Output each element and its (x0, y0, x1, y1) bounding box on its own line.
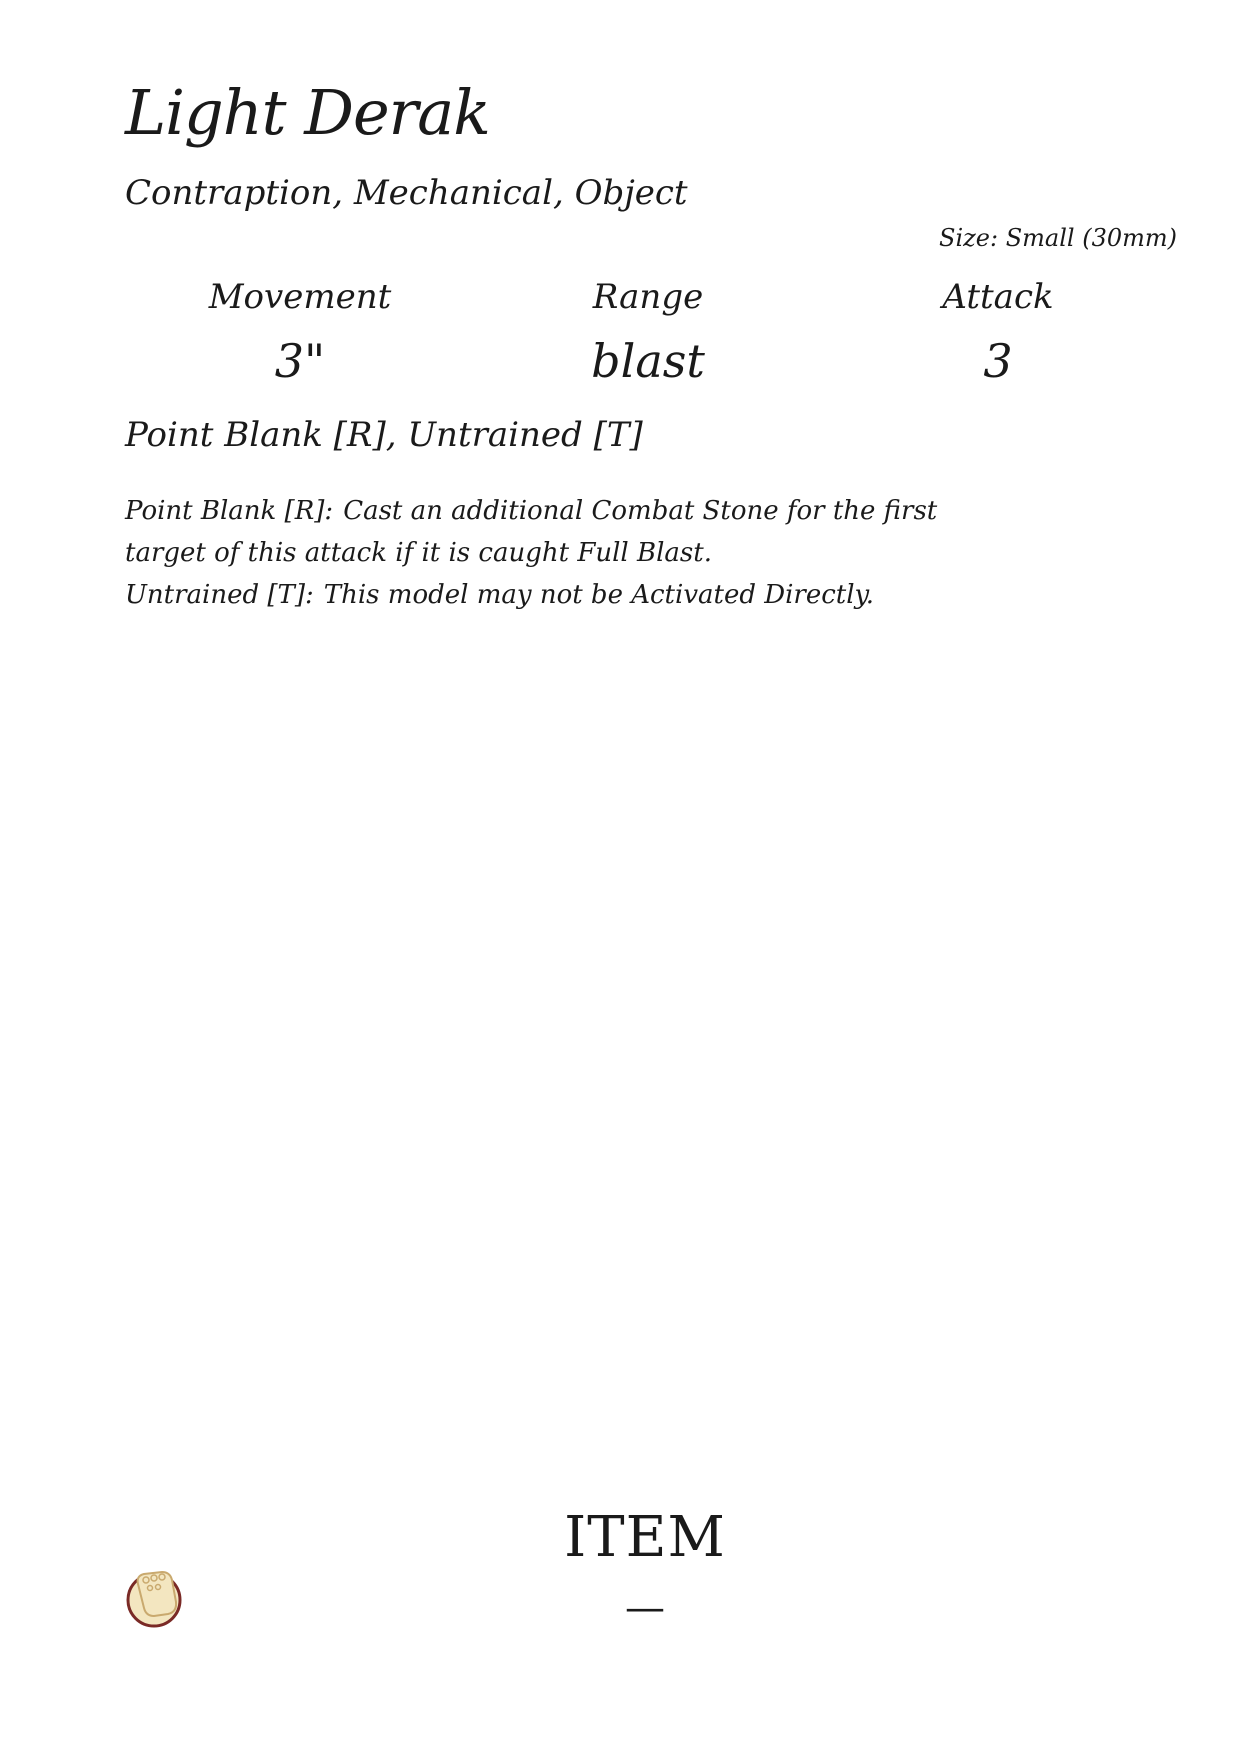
rule-name: Point Blank [R]: (125, 496, 334, 526)
traits-line: Point Blank [R], Untrained [T] (125, 415, 643, 455)
rule-text: Cast an additional Combat Stone for the first target of this attack if it is caught Full Blast. (125, 496, 938, 568)
category-dash: — (625, 1585, 665, 1631)
movement-stat (170, 277, 430, 388)
keywords: Contraption, Mechanical, Object (125, 173, 688, 213)
movement-value: 3" (274, 334, 326, 388)
category-label: ITEM (564, 1505, 726, 1570)
attack-stat (868, 277, 1128, 388)
range-value: blast (591, 334, 705, 388)
attack-value: 3 (983, 334, 1013, 388)
rules-text (125, 490, 1025, 616)
attack-label: Attack (942, 277, 1054, 317)
range-stat (518, 277, 778, 388)
stats-row (125, 277, 1130, 400)
rule-text: This model may not be Activated Directly. (323, 580, 875, 610)
rule-name: Untrained [T]: (125, 580, 314, 610)
card-title: Light Derak (125, 76, 490, 149)
movement-label: Movement (208, 277, 392, 317)
size-label: Size: Small (30mm) (939, 224, 1177, 252)
rule-point-blank (125, 490, 1025, 574)
rule-untrained (125, 574, 1025, 616)
range-label: Range (592, 277, 704, 317)
